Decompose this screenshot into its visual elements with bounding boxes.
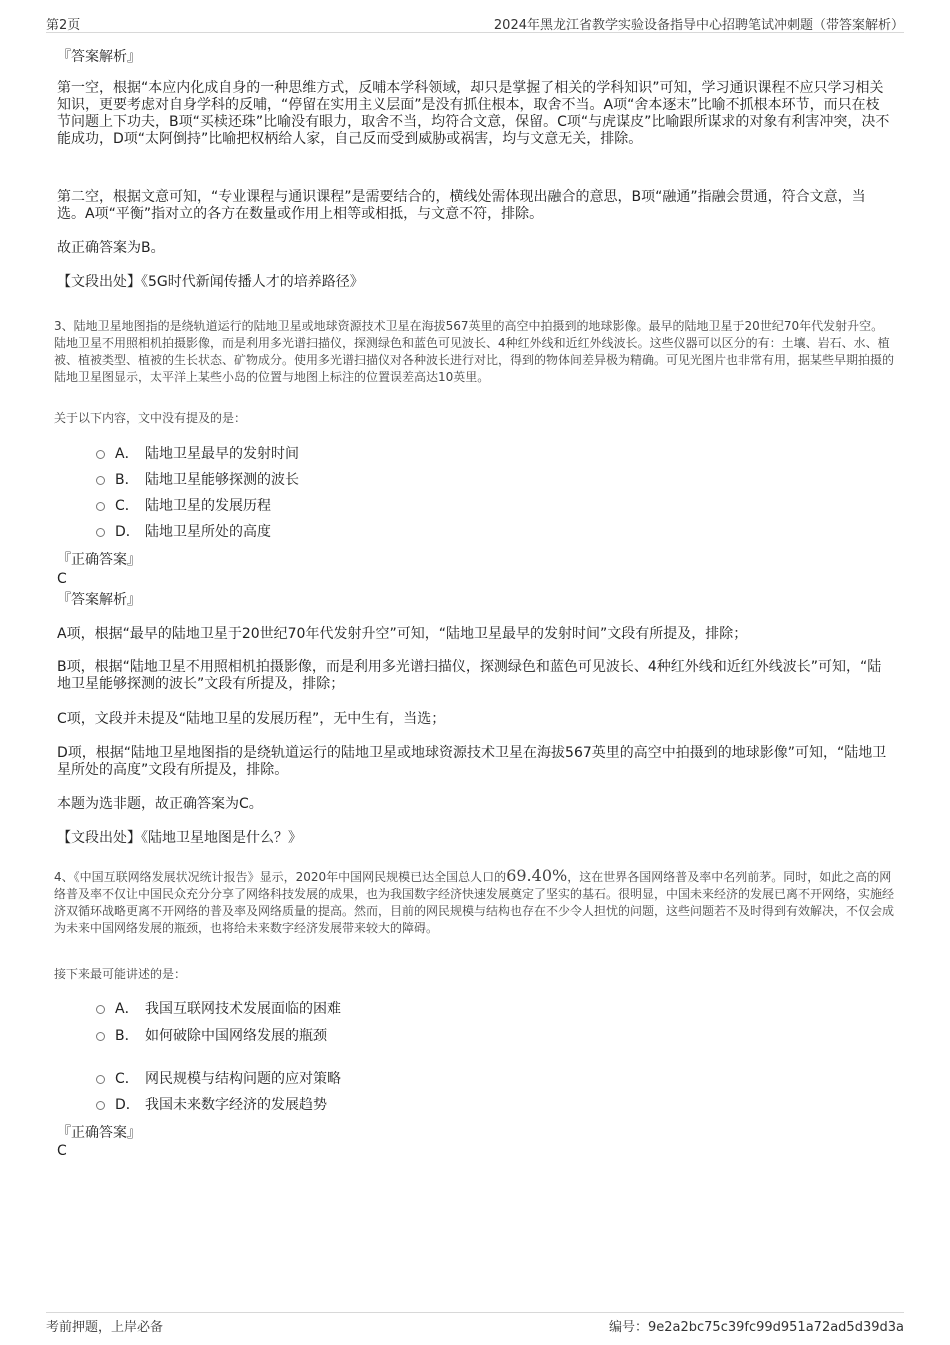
q2-source: 【文段出处】《5G时代新闻传播人才的培养路径》 [57,274,364,290]
q3-question: 关于以下内容，文中没有提及的是： [54,411,247,425]
document-title: 2024年黑龙江省教学实验设备指导中心招聘笔试冲刺题（带答案解析） [493,18,904,33]
q4-percentage: 69.40% [506,866,568,885]
radio-icon[interactable] [96,1032,105,1041]
q3-analysis-b: B项，根据“陆地卫星不用照相机拍摄影像，而是利用多光谱扫描仪，探测绿色和蓝色可见波长、4种红外线和近红外线波长”可知，“陆地卫星能够探测的波长”文段有所提及，排除； [57,659,882,692]
radio-icon[interactable] [96,502,105,511]
q4-question: 接下来最可能讲述的是： [54,967,187,981]
q4-correct-answer: C [57,1143,67,1159]
q3-analysis-d: D项，根据“陆地卫星地图指的是绕轨道运行的陆地卫星或地球资源技术卫星在海拔567英里的高空中拍摄到的地球影像”可知，“陆地卫星所处的高度”文段有所提及，排除。 [57,745,887,778]
q4-option-d[interactable]: D． 我国未来数字经济的发展趋势 [96,1096,327,1114]
radio-icon[interactable] [96,1101,105,1110]
q3-conclusion: 本题为选非题，故正确答案为C。 [57,796,263,812]
q3-option-d[interactable]: D． 陆地卫星所处的高度 [96,523,271,541]
q3-correct-label: 『正确答案』 [57,552,141,568]
q2-analysis-label: 『答案解析』 [57,49,141,65]
q3-stem: 3、陆地卫星地图指的是绕轨道运行的陆地卫星或地球资源技术卫星在海拔567英里的高空中拍摄到的地球影像。最早的陆地卫星于20世纪70年代发射升空。陆地卫星不用照相机拍摄影像，而是利用多光谱扫描仪，探测绿色和蓝色可见波长、4种红外线和近红外线波长。这些仪器可以区分的有：土壤、岩石、水、植被、植被类型、植被的生长状态、矿物成分。使用多光谱扫描仪对各种波长进行对比，得到的物体间差异极为精确。可见光图片也非常有用，据某些早期拍摄的陆地卫星图显示，太平洋上某些小岛的位置与地图上标注的位置误差高达10英里。 [54,319,895,384]
q3-analysis-a: A项，根据“最早的陆地卫星于20世纪70年代发射升空”可知，“陆地卫星最早的发射时间”文段有所提及，排除； [57,626,748,642]
q3-analysis-label: 『答案解析』 [57,592,141,608]
radio-icon[interactable] [96,528,105,537]
footer-slogan: 考前押题，上岸必备 [46,1320,164,1335]
radio-icon[interactable] [96,450,105,459]
page-header [46,12,904,33]
q4-option-c[interactable]: C． 网民规模与结构问题的应对策略 [96,1070,341,1088]
q2-conclusion: 故正确答案为B。 [57,240,165,256]
document-code: 编号：9e2a2bc75c39fc99d951a72ad5d39d3a [608,1320,904,1335]
q3-source: 【文段出处】《陆地卫星地图是什么？》 [57,830,302,846]
radio-icon[interactable] [96,1005,105,1014]
q3-analysis-c: C项，文段并未提及“陆地卫星的发展历程”，无中生有，当选； [57,711,446,727]
q4-option-b[interactable]: B． 如何破除中国网络发展的瓶颈 [96,1027,327,1045]
page-number: 第2页 [46,18,81,33]
q4-option-a[interactable]: A． 我国互联网技术发展面临的困难 [96,1000,341,1018]
q4-correct-label: 『正确答案』 [57,1125,141,1141]
q2-analysis-para2: 第二空，根据文意可知，“专业课程与通识课程”是需要结合的，横线处需体现出融合的意思，B项“融通”指融会贯通，符合文意，当选。A项“平衡”指对立的各方在数量或作用上相等或相抵，与文意不符，排除。 [57,189,866,222]
q3-option-a[interactable]: A． 陆地卫星最早的发射时间 [96,445,299,463]
q2-analysis-para1: 第一空，根据“本应内化成自身的一种思维方式，反哺本学科领域，却只是掌握了相关的学科知识”可知，学习通识课程不应只学习相关知识，更要考虑对自身学科的反哺，“停留在实用主义层面”是没有抓住根本，取舍不当。A项“舍本逐末”比喻不抓根本环节，而只在枝节问题上下功夫，B项“买椟还珠”比喻没有眼力，取舍不当，均符合文意，保留。C项“与虎谋皮”比喻跟所谋求的对象有利害冲突，决不能成功，D项“太阿倒持”比喻把权柄给人家，自己反而受到威胁或祸害，均与文意无关，排除。 [57,80,890,147]
radio-icon[interactable] [96,1075,105,1084]
radio-icon[interactable] [96,476,105,485]
q4-stem: 4、《中国互联网络发展状况统计报告》显示，2020年中国网民规模已达全国总人口的69.40%，这在世界各国网络普及率中名列前茅。同时，如此之高的网络普及率不仅让中国民众充分分享了网络科技发展的成果，也为我国数字经济快速发展奠定了坚实的基石。很明显，中国未来经济的发展已离不开网络，实施经济双循环战略更离不开网络的普及率及网络质量的提高。然而，目前的网民规模与结构也存在不少令人担忧的问题，这些问题若不及时得到有效解决，不仅会成为未来中国网络发展的瓶颈，也将给未来数字经济发展带来较大的障碍。 [54,866,895,935]
page-footer [46,1312,904,1337]
q3-option-c[interactable]: C． 陆地卫星的发展历程 [96,497,271,515]
q3-correct-answer: C [57,571,67,587]
q3-option-b[interactable]: B． 陆地卫星能够探测的波长 [96,471,299,489]
